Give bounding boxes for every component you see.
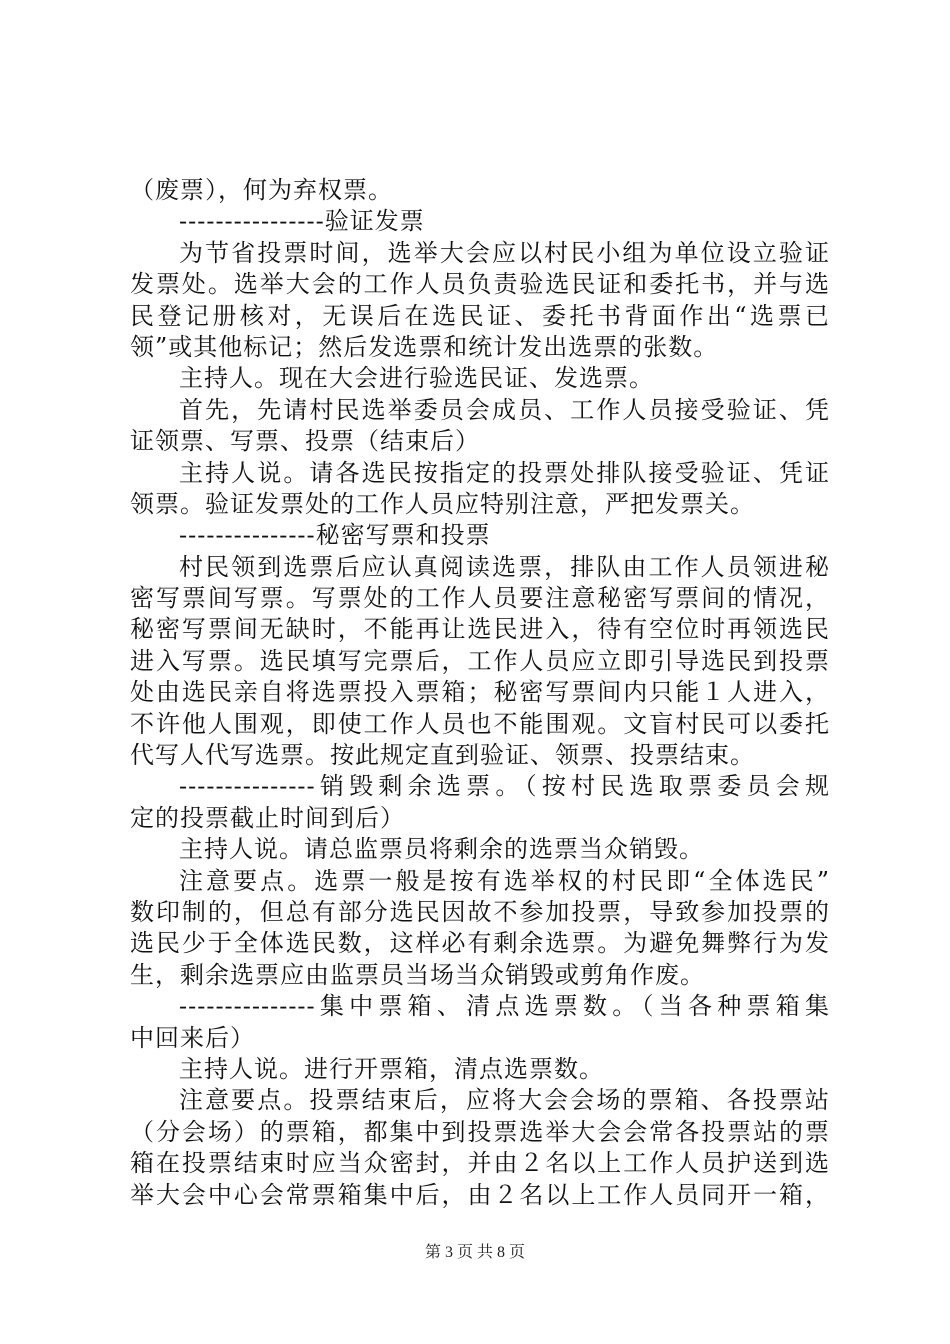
text-line: 秘密写票间无缺时，不能再让选民进入，待有空位时再领选民 xyxy=(130,615,830,644)
text-line: 主持人。现在大会进行验选民证、发选票。 xyxy=(179,364,654,393)
text-line: 进入写票。选民填写完票后，工作人员应立即引导选民到投票 xyxy=(130,646,830,675)
text-line: 为节省投票时间，选举大会应以村民小组为单位设立验证 xyxy=(179,238,830,267)
text-line: ---------------销毁剩余选票。（按村民选取票委员会规 xyxy=(179,772,830,801)
page-footer: 第 3 页 共 8 页 xyxy=(424,1244,525,1261)
text-line: 数印制的，但总有部分选民因故不参加投票，导致参加投票的 xyxy=(130,897,830,926)
text-line: 定的投票截止时间到后） xyxy=(130,803,405,832)
text-line: 选民少于全体选民数，这样必有剩余选票。为避免舞弊行为发 xyxy=(130,929,830,958)
text-line: 注意要点。投票结束后，应将大会会场的票箱、各投票站 xyxy=(179,1086,830,1115)
text-line: 代写人代写选票。按此规定直到验证、领票、投票结束。 xyxy=(130,741,755,770)
text-line: 箱在投票结束时应当众密封，并由２名以上工作人员护送到选 xyxy=(130,1149,830,1178)
text-line: （分会场）的票箱，都集中到投票选举大会会常各投票站的票 xyxy=(130,1117,830,1146)
text-line: 领”或其他标记；然后发选票和统计发出选票的张数。 xyxy=(130,332,719,361)
text-line: 不许他人围观，即使工作人员也不能围观。文盲村民可以委托 xyxy=(130,709,830,738)
text-line: 举大会中心会常票箱集中后，由２名以上工作人员同开一箱， xyxy=(130,1180,830,1209)
text-line: 主持人说。请总监票员将剩余的选票当众销毁。 xyxy=(179,835,704,864)
text-line: 主持人说。请各选民按指定的投票处排队接受验证、凭证 xyxy=(179,458,830,487)
text-line: 处由选民亲自将选票投入票箱；秘密写票间内只能１人进入， xyxy=(130,678,830,707)
text-line: 生，剩余选票应由监票员当场当众销毁或剪角作废。 xyxy=(130,960,705,989)
text-line: ---------------秘密写票和投票 xyxy=(179,521,491,550)
text-line: 中回来后） xyxy=(130,1023,255,1052)
text-line: ----------------验证发票 xyxy=(179,207,425,236)
document-body xyxy=(130,175,830,1211)
text-line: 首先，先请村民选举委员会成员、工作人员接受验证、凭 xyxy=(179,395,830,424)
text-line: 证领票、写票、投票（结束后） xyxy=(130,427,480,456)
text-line: 村民领到选票后应认真阅读选票，排队由工作人员领进秘 xyxy=(179,552,830,581)
text-line: 民登记册核对，无误后在选民证、委托书背面作出“选票已 xyxy=(130,301,830,330)
text-line: 发票处。选举大会的工作人员负责验选民证和委托书，并与选 xyxy=(130,270,830,299)
text-line: ---------------集中票箱、清点选票数。（当各种票箱集 xyxy=(179,992,830,1021)
text-line: 密写票间写票。写票处的工作人员要注意秘密写票间的情况， xyxy=(130,584,830,613)
text-line: 领票。验证发票处的工作人员应特别注意，严把发票关。 xyxy=(130,489,755,518)
text-line: 注意要点。选票一般是按有选举权的村民即“全体选民” xyxy=(179,866,830,895)
text-line: （废票），何为弃权票。 xyxy=(130,176,393,204)
text-line: 主持人说。进行开票箱，清点选票数。 xyxy=(179,1054,604,1083)
